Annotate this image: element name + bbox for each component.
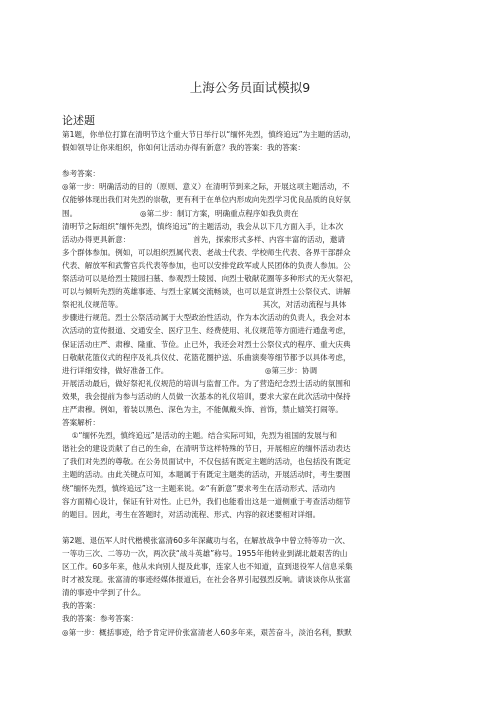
text-line: 围。 ◎第二步：制订方案，明确重点程序如我负责在 <box>62 208 299 218</box>
text-line: 进行详细安排，做好准备工作。 ◎第三步：协调 <box>62 365 318 375</box>
text-line: 答案解析： <box>62 418 100 428</box>
text-line: 容方面精心设计，保证有针对性。止已外，我们也能看出这是一道侧重于考查活动细节 <box>62 496 351 506</box>
text-line: 的题目。因此，考生在答题时，对活动流程、形式、内容的叙述要相对详细。 <box>62 509 321 519</box>
text-line: 我的答案：参考答案： <box>62 614 138 624</box>
text-line: 区工作。60多年来，他从未向别人提及此事，连家人也不知道，直到退役军人信息采集 <box>62 562 353 572</box>
text-line: 步骤进行规范。烈士公祭活动属于大型政治性活动，作为本次活动的负责人，我会对本 <box>62 313 351 323</box>
text-line: 活动办得更具新意： 首先，探索形式多样、内容丰富的活动，邀请 <box>62 234 345 244</box>
blank-line <box>62 521 442 534</box>
text-line: 日敬献花篮仪式的程序及礼兵仪仗、花篮花圈护送、乐曲演奏等细节都予以具体考虑， <box>62 352 351 362</box>
text-line: 绕“缅怀先烈，慎终追远”这一主题来说。②“有新意”要求考生在活动形式、活动内 <box>62 483 336 493</box>
text-line: 主题的活动。由此关键点可知，本题属于有既定主题类的活动，开展活动时，考生要围 <box>62 470 351 480</box>
text-line: 多个群体参加。例如，可以组织烈属代表、老战士代表、学校师生代表、各界干部群众 <box>62 247 351 257</box>
text-line: 祭祀礼仪规范等。 其次，对活动流程与具体 <box>62 300 347 310</box>
text-line: 开展活动最后，做好祭祀礼仪规范的培训与监督工作。为了营造纪念烈士活动的氛围和 <box>62 378 351 388</box>
document-body <box>62 128 442 639</box>
text-line: 代表、解放军和武警官兵代表等参加，也可以安排党政军或人民团体的负责人参加。公 <box>62 260 351 270</box>
text-line: 祭活动可以是给烈士陵园扫墓、参观烈士陵园、向烈士敬献花圈等多种形式的无火祭祀， <box>62 274 359 284</box>
text-line: 时才被发现。张富清的事迹经媒体报道后，在社会各界引起强烈反响。请谈谈你从张富 <box>62 575 351 585</box>
text-line: ①“缅怀先烈，慎终追远”是活动的主题。结合实际可知，先烈为祖国的发展与和 <box>62 431 337 441</box>
text-line: 效果，我会提前为参与活动的人员做一次基本的礼仪培训，要求大家在此次活动中保持 <box>62 391 351 401</box>
text-line: 可以与倾听先烈的英雄事迹、与烈士家属交流畅谈，也可以是宣讲烈士公祭仪式、讲解 <box>62 287 351 297</box>
text-line: ◎第一步：概括事迹，给予肯定评价张富清老人60多年来，艰苦奋斗，淡泊名利，默默 <box>62 627 352 637</box>
text-line: 假如领导让你来组织，你如何让活动办得有新意？我的答案：我的答案： <box>62 143 305 153</box>
text-line: 庄严肃穆。例如，着装以黑色、深色为主，不能佩戴头饰、首饰，禁止嬉笑打闹等。 <box>62 404 343 414</box>
text-line: 次活动的宣传报道、交通安全、医疗卫生、经费使用、礼仪规范等方面进行通盘考虑， <box>62 326 351 336</box>
text-line: 清明节之际组织“缅怀先烈，慎终追远”的主题活动，我会从以下几方面入手，让本次 <box>62 221 344 231</box>
text-line: 谐社会的建设贡献了自己的生命，在清明节这样特殊的节日，开展相应的缅怀活动表达 <box>62 444 351 454</box>
text-line: 一等功三次、二等功一次，两次获“战斗英雄”称号。1955年他转业到湖北最艰苦的山 <box>62 549 348 558</box>
document-title: 上海公务员面试模拟9 <box>189 80 311 95</box>
text-line: 参考答案： <box>62 169 100 179</box>
text-line: 保证活动庄严、肃穆、隆重、节俭。止已外，我还会对烈士公祭仪式的程序、重大庆典 <box>62 339 351 349</box>
section-heading: 论述题 <box>62 114 95 127</box>
text-line: 我的答案： <box>62 601 100 611</box>
text-line: 了我们对先烈的尊敬。在公务员面试中，不仅包括有既定主题的活动，也包括没有既定 <box>62 457 351 467</box>
text-line: 第2题、退伍军人时代楷模张富清60多年深藏功与名，在解放战争中曾立特等功一次、 <box>62 535 350 545</box>
text-line: ◎第一步：明确活动的目的（原则、意义）在清明节到来之际，开展这项主题活动，不 <box>62 182 350 192</box>
text-line: 仅能够体现出我们对先烈的崇敬，更有利于在单位内形成向先烈学习优良品质的良好氛 <box>62 195 351 205</box>
blank-line <box>62 154 442 167</box>
text-line: 清的事迹中学到了什么。 <box>62 588 146 598</box>
text-line: 第1题，你单位打算在清明节这个重大节日举行以“缅怀先烈，慎终追远”为主题的活动， <box>62 130 356 139</box>
